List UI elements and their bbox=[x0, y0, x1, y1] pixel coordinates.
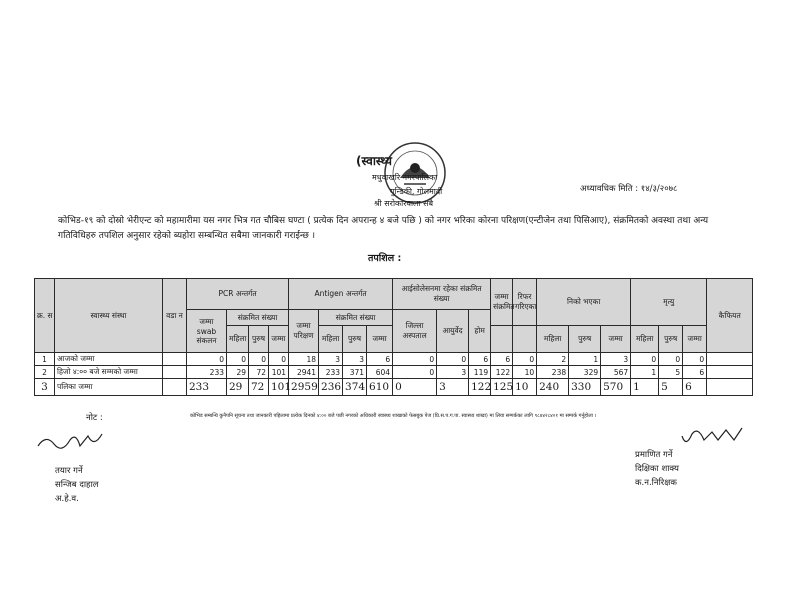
cell-dm: 5 bbox=[659, 379, 683, 396]
cell-sn: 2 bbox=[35, 366, 55, 379]
cell-df: 1 bbox=[631, 379, 659, 396]
seal-subtitle: मधुवाखरि नगरपालिका bbox=[372, 173, 438, 182]
col-antigen-female: महिला bbox=[319, 326, 343, 353]
cell-dt: 0 bbox=[683, 353, 707, 366]
col-recovered: निको भएका bbox=[537, 279, 631, 326]
cell-rt: 3 bbox=[601, 353, 631, 366]
cell-rm: 329 bbox=[569, 366, 601, 379]
col-pcr: PCR अन्तर्गत bbox=[187, 279, 289, 310]
col-recovered-sum: जम्मा bbox=[601, 326, 631, 353]
cell-ia: 3 bbox=[437, 379, 469, 396]
cell-swab: 0 bbox=[187, 353, 227, 366]
seal-subtitle-2: गुन्डिकी, गोलमादी bbox=[390, 187, 443, 196]
cell-ih: 6 bbox=[469, 353, 491, 366]
col-isolation: आईसोलेसनमा रहेका संक्रमित संख्या bbox=[393, 279, 491, 310]
col-total-infected-sub bbox=[491, 326, 513, 353]
covid-report-table bbox=[34, 278, 753, 396]
cell-ia: 3 bbox=[437, 366, 469, 379]
cell-asum: 604 bbox=[367, 366, 393, 379]
cell-rem bbox=[707, 379, 753, 396]
updated-date: अध्यावधिक मिति : १४/३/२०७८ bbox=[580, 184, 678, 194]
table-total-row bbox=[35, 379, 753, 396]
col-antigen-infected: संक्रमित संख्या bbox=[319, 310, 393, 326]
cell-ward bbox=[163, 366, 187, 379]
cell-df: 0 bbox=[631, 353, 659, 366]
note-label: नोट : bbox=[86, 413, 103, 423]
certifier-signature-icon bbox=[678, 422, 748, 452]
cell-pt: 101 bbox=[269, 366, 289, 379]
cell-id: 0 bbox=[393, 353, 437, 366]
cell-ref: 0 bbox=[513, 353, 537, 366]
col-pcr-infected: संक्रमित संख्या bbox=[227, 310, 289, 326]
cell-ih: 119 bbox=[469, 366, 491, 379]
cell-ref: 10 bbox=[513, 379, 537, 396]
cell-rm: 1 bbox=[569, 353, 601, 366]
cell-rf: 240 bbox=[537, 379, 569, 396]
col-remarks: कैफियत bbox=[707, 279, 753, 353]
cell-pf: 0 bbox=[227, 353, 249, 366]
cell-pt: 0 bbox=[269, 353, 289, 366]
col-ward: वडा न bbox=[163, 279, 187, 353]
col-death-sum: जम्मा bbox=[683, 326, 707, 353]
col-iso-district: जिल्ला अस्पताल bbox=[393, 310, 437, 353]
cell-sn: 3 bbox=[35, 379, 55, 396]
certified-title: क.न.निरिक्षक bbox=[635, 478, 677, 488]
cell-dm: 5 bbox=[659, 366, 683, 379]
cell-af: 3 bbox=[319, 353, 343, 366]
cell-am: 3 bbox=[343, 353, 367, 366]
col-iso-ayurved: आयुर्वेद bbox=[437, 310, 469, 353]
col-institution: स्वास्थ्य संस्था bbox=[55, 279, 163, 353]
cell-asum: 6 bbox=[367, 353, 393, 366]
cell-af: 233 bbox=[319, 366, 343, 379]
cell-ih: 122 bbox=[469, 379, 491, 396]
cell-dt: 6 bbox=[683, 379, 707, 396]
col-pcr-female: महिला bbox=[227, 326, 249, 353]
cell-ward bbox=[163, 379, 187, 396]
col-antigen-sum: जम्मा bbox=[367, 326, 393, 353]
cell-ward bbox=[163, 353, 187, 366]
cell-am: 371 bbox=[343, 366, 367, 379]
col-referred-sub bbox=[513, 326, 537, 353]
cell-ia: 0 bbox=[437, 353, 469, 366]
table-row bbox=[35, 353, 753, 366]
cell-pf: 29 bbox=[227, 379, 249, 396]
col-pcr-sum: जम्मा bbox=[269, 326, 289, 353]
preparer-signature-icon bbox=[36, 426, 106, 456]
cell-rt: 567 bbox=[601, 366, 631, 379]
cell-ti: 122 bbox=[491, 366, 513, 379]
col-recovered-female: महिला bbox=[537, 326, 569, 353]
cell-rf: 2 bbox=[537, 353, 569, 366]
table-row bbox=[35, 366, 753, 379]
seal-title: (स्वास्थ्य bbox=[356, 154, 392, 168]
cell-rem bbox=[707, 366, 753, 379]
cell-at: 18 bbox=[289, 353, 319, 366]
details-heading: तपशिल : bbox=[368, 253, 402, 264]
col-death: मृत्यु bbox=[631, 279, 707, 326]
col-total-infected: जम्मा संक्रमित bbox=[491, 279, 513, 326]
col-iso-home: होम bbox=[469, 310, 491, 353]
cell-rf: 238 bbox=[537, 366, 569, 379]
cell-af: 236 bbox=[319, 379, 343, 396]
cell-pm: 0 bbox=[249, 353, 269, 366]
cell-am: 374 bbox=[343, 379, 367, 396]
prepared-by bbox=[55, 464, 99, 506]
cell-asum: 610 bbox=[367, 379, 393, 396]
col-antigen: Antigen अन्तर्गत bbox=[289, 279, 393, 310]
certified-by bbox=[635, 448, 679, 490]
certified-name: दिक्षिका शाक्य bbox=[635, 464, 679, 474]
prepared-name: सन्जिब दाहाल bbox=[55, 480, 99, 490]
cell-pm: 72 bbox=[249, 366, 269, 379]
note-text: कोभिड सम्बन्धि कुनैपनि सूचना तथा जानकारी पहिलामा प्रत्येक दिनको ४:०० बजे पछी नगरको अधिकारी स्वास्थ्य शाखाको फेसबुक पेज (प्रि.स.प.ग.पा. स्वास्थ्य शाखा) मा लिया सम्पर्कका लागि ९८४४२८४०१ मा सम्पर्क गर्नुहोला । bbox=[190, 413, 597, 419]
col-death-female: महिला bbox=[631, 326, 659, 353]
col-recovered-male: पुरुष bbox=[569, 326, 601, 353]
cell-dm: 0 bbox=[659, 353, 683, 366]
cell-swab: 233 bbox=[187, 366, 227, 379]
col-referred: रिफर गरिएका bbox=[513, 279, 537, 326]
cell-swab: 233 bbox=[187, 379, 227, 396]
cell-dt: 6 bbox=[683, 366, 707, 379]
recipient-line: श्री सरोकारवाला सबै bbox=[374, 199, 434, 208]
cell-rm: 330 bbox=[569, 379, 601, 396]
col-antigen-total: जम्मा परिक्षण bbox=[289, 310, 319, 353]
intro-paragraph: कोभिड-१९ को दोस्रो भेरीएन्ट को महामारीमा यस नगर भित्र गत चौबिस घण्टा ( प्रत्येक दिन अपरान्ह ४ बजे पछि ) को नगर भरिका कोरना परिक्षण(एन्टीजेन तथा पिसिआए), संक्रमितको अवस्था तथा अन्य गतिविधिहरु तपशिल अनुसार रहेको ब्यहोरा सम्बन्धित सबैमा जानकारी गराईन्छ । bbox=[58, 216, 709, 241]
cell-name: पलिका जम्मा bbox=[55, 379, 163, 396]
col-sn: क्र. स bbox=[35, 279, 55, 353]
cell-ref: 10 bbox=[513, 366, 537, 379]
prepared-title: अ.हे.व. bbox=[55, 494, 79, 504]
cell-sn: 1 bbox=[35, 353, 55, 366]
cell-df: 1 bbox=[631, 366, 659, 379]
cell-name: आजको जम्मा bbox=[55, 353, 163, 366]
col-pcr-male: पुरुष bbox=[249, 326, 269, 353]
cell-rt: 570 bbox=[601, 379, 631, 396]
col-death-male: पुरुष bbox=[659, 326, 683, 353]
prepared-role: तयार गर्ने bbox=[55, 466, 83, 476]
cell-pm: 72 bbox=[249, 379, 269, 396]
cell-ti: 125 bbox=[491, 379, 513, 396]
cell-id: 0 bbox=[393, 366, 437, 379]
col-pcr-swab: जम्मा swab संकलन bbox=[187, 310, 227, 353]
col-antigen-male: पुरुष bbox=[343, 326, 367, 353]
cell-name: हिजो ४:०० बजे सम्मको जम्मा bbox=[55, 366, 163, 379]
cell-ti: 6 bbox=[491, 353, 513, 366]
cell-id: 0 bbox=[393, 379, 437, 396]
cell-at: 2959 bbox=[289, 379, 319, 396]
cell-at: 2941 bbox=[289, 366, 319, 379]
cell-pt: 101 bbox=[269, 379, 289, 396]
certified-role: प्रमाणित गर्ने bbox=[635, 450, 673, 460]
cell-rem bbox=[707, 353, 753, 366]
cell-pf: 29 bbox=[227, 366, 249, 379]
